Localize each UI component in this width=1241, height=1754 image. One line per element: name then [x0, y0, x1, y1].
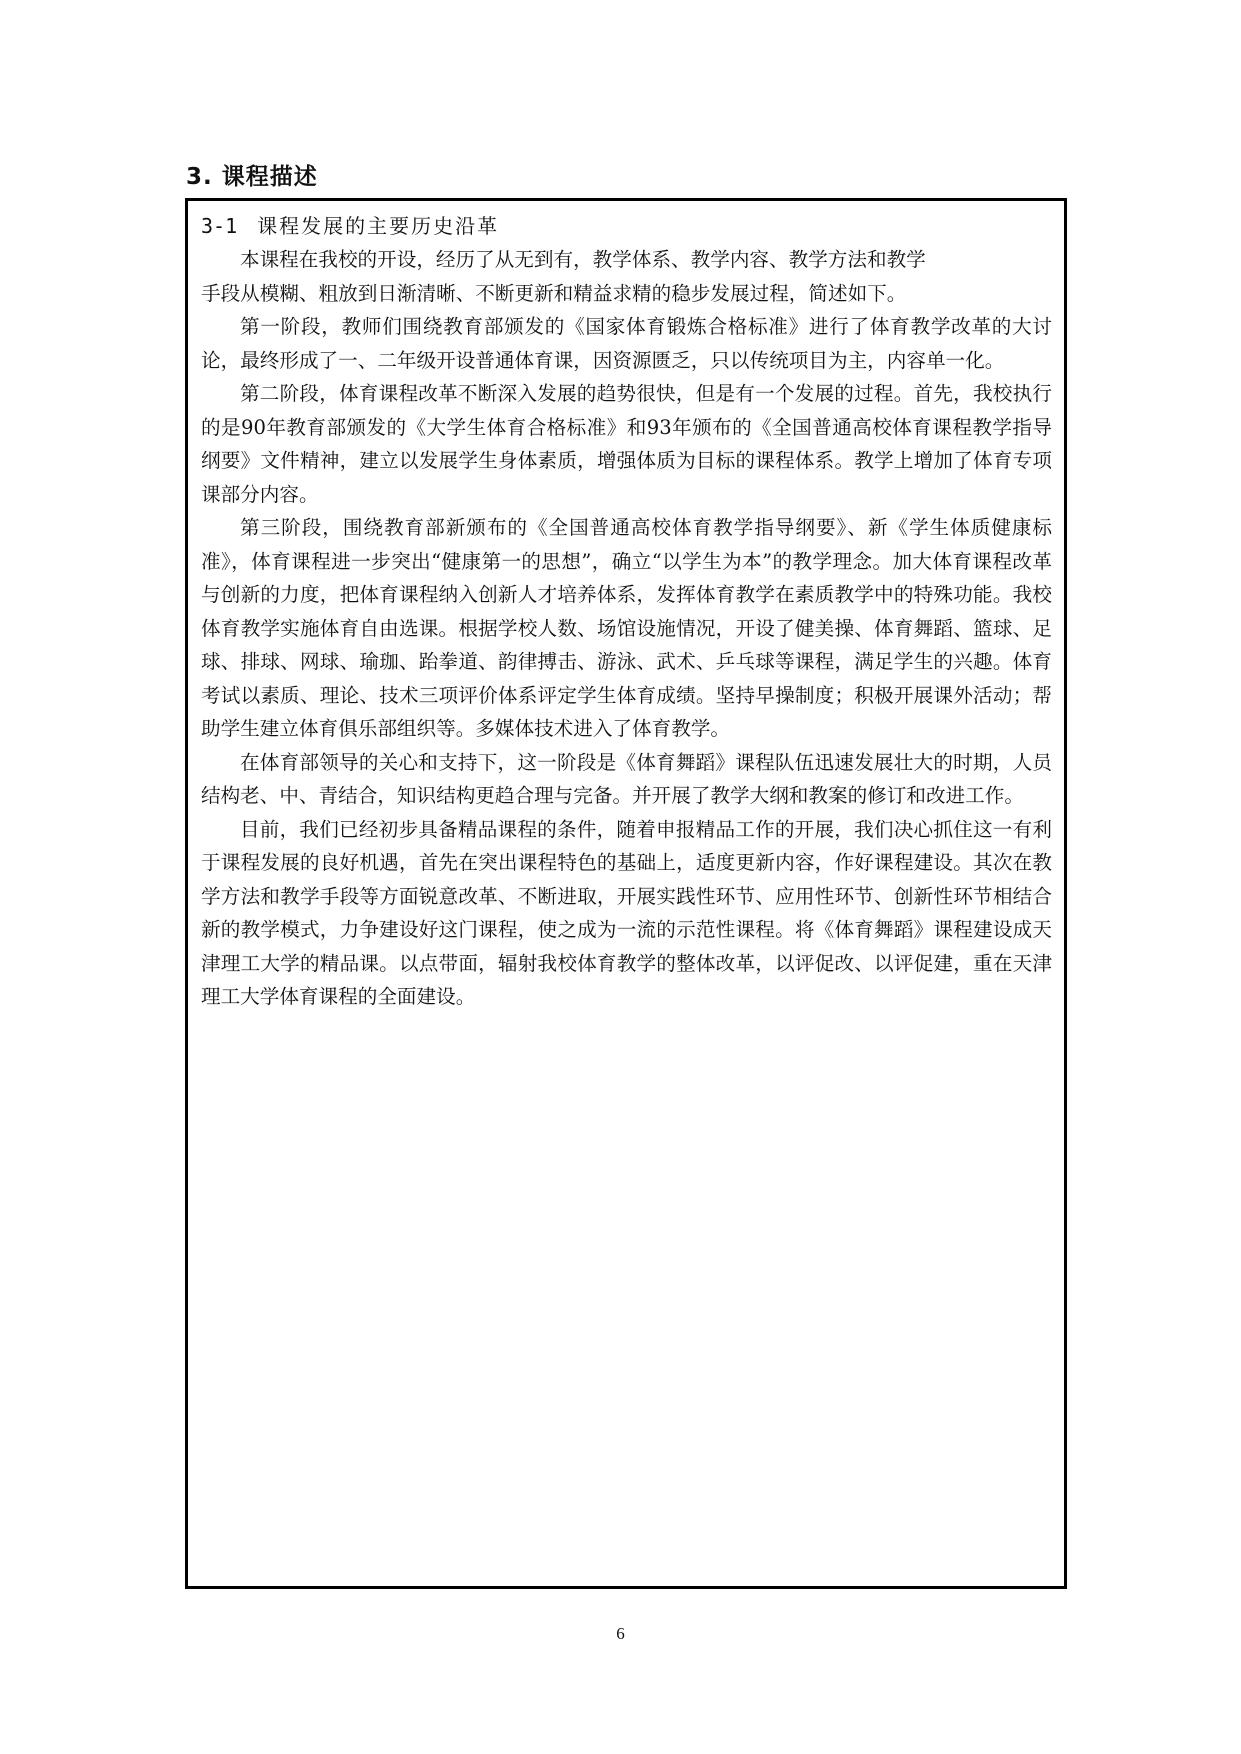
- paragraph-line: 手段从模糊、粗放到日渐清晰、不断更新和精益求精的稳步发展过程，简述如下。: [201, 281, 907, 305]
- subsection-number: 3-1: [201, 214, 238, 238]
- paragraph-current-plan: 目前，我们已经初步具备精品课程的条件，随着申报精品工作的开展，我们决心抓住这一有利于课程发展的良好机遇，首先在突出课程特色的基础上，适度更新内容，作好课程建设。其次在教学方法和教学手段等方面锐意改革、不断进取，开展实践性环节、应用性环节、创新性环节相结合新的教学模式，力争建设好这门课程，使之成为一流的示范性课程。将《体育舞蹈》课程建设成天津理工大学的精品课。以点带面，辐射我校体育教学的整体改革，以评促改、以评促建，重在天津理工大学体育课程的全面建设。: [201, 817, 1052, 1008]
- paragraph-stage-two: 第二阶段，体育课程改革不断深入发展的趋势很快，但是有一个发展的过程。首先，我校执行的是90年教育部颁发的《大学生体育合格标准》和93年颁布的《全国普通高校体育课程教学指导纲要》文件精神，建立以发展学生身体素质，增强体质为目标的课程体系。教学上增加了体育专项课部分内容。: [201, 382, 1052, 506]
- paragraph-stage-three: 第三阶段，围绕教育部新颁布的《全国普通高校体育教学指导纲要》、新《学生体质健康标准》，体育课程进一步突出“健康第一的思想”，确立“以学生为本”的教学理念。加大体育课程改革与创新的力度，把体育课程纳入创新人才培养体系，发挥体育教学在素质教学中的特殊功能。我校体育教学实施体育自由选课。根据学校人数、场馆设施情况，开设了健美操、体育舞蹈、篮球、足球、排球、网球、瑜珈、跆拳道、韵律搏击、游泳、武术、乒乓球等课程，满足学生的兴趣。体育考试以素质、理论、技术三项评价体系评定学生体育成绩。坚持早操制度；积极开展课外活动；帮助学生建立体育俱乐部组织等。多媒体技术进入了体育教学。: [201, 516, 1052, 740]
- paragraph-intro: [201, 243, 1052, 310]
- subsection-title: 课程发展的主要历史沿革: [257, 214, 500, 238]
- paragraph-stage-one: 第一阶段，教师们围绕教育部颁发的《国家体育锻炼合格标准》进行了体育教学改革的大讨论，最终形成了一、二年级开设普通体育课，因资源匮乏，只以传统项目为主，内容单一化。: [201, 315, 1052, 372]
- page-number: 6: [616, 1624, 625, 1643]
- paragraph-line: 本课程在我校的开设，经历了从无到有，教学体系、教学内容、教学方法和教学: [240, 248, 926, 271]
- section-heading: 3. 课程描述: [186, 164, 318, 190]
- course-description-box: [185, 198, 1067, 1589]
- subsection-heading: [201, 209, 1052, 243]
- paragraph-team-development: 在体育部领导的关心和支持下，这一阶段是《体育舞蹈》课程队伍迅速发展壮大的时期，人员结构老、中、青结合，知识结构更趋合理与完备。并开展了教学大纲和教案的修订和改进工作。: [201, 750, 1052, 807]
